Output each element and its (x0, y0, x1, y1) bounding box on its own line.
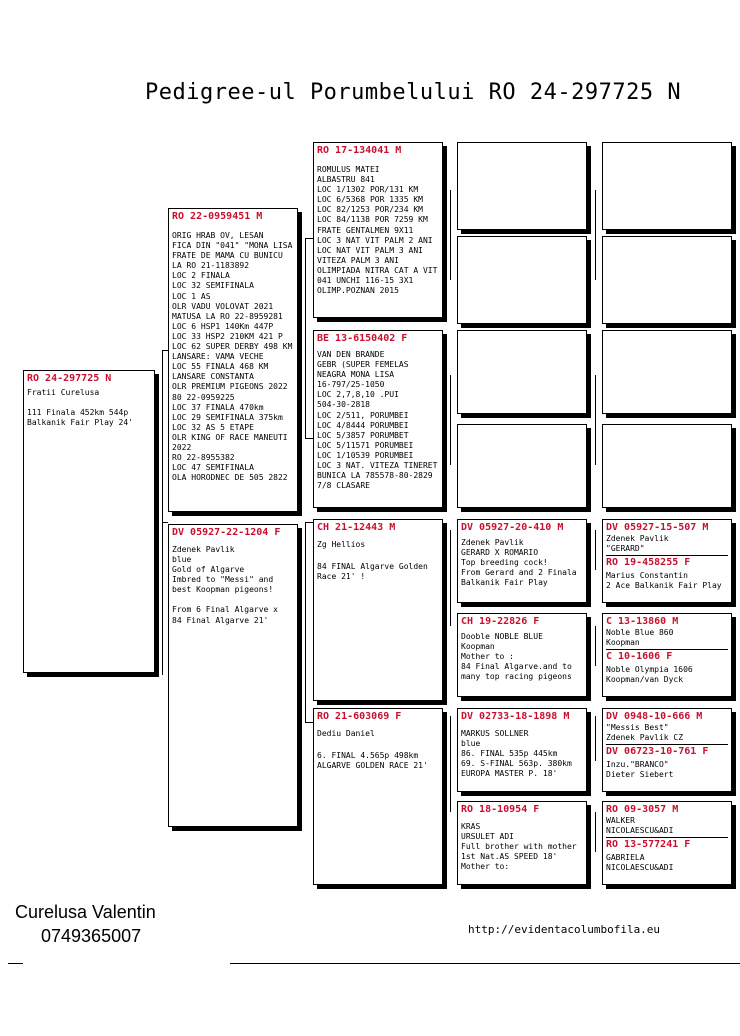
pigeon-card-empty (602, 142, 732, 230)
pigeon-notes: WALKER NICOLAESCU&ADI (606, 816, 674, 836)
breeder-name: Curelusa Valentin (15, 902, 156, 922)
ring-number: RO 09-3057 M (606, 804, 679, 815)
ring-number: C 10-1606 F (606, 651, 673, 663)
pigeon-results: 6. FINAL 4.565p 498km ALGARVE GOLDEN RACE 21' (317, 751, 428, 771)
pigeon-notes: Zdenek Pavlik blue Gold of Algarve Imbred to "Messi" and best Koopman pigeons! (172, 545, 274, 595)
ring-number: DV 06723-10-761 F (606, 746, 709, 758)
pigeon-notes: VAN DEN BRANDE GEBR (SUPER FEMELAS NEAGRA MONA LISA 16-797/25-1050 LOC 2,7,8,10 .PUI 504-30-2818 LOC 2/511, PORUMBEI LOC 4/8444 PORUMBEI LOC 5/3857 PORUMBET LOC 5/11571 PORUMBEI LOC 1/10539 PORUMBEI LOC 3 NAT. VITEZA TINERET BUNICA LA 785578-80-2829 7/8 CLASARE (317, 350, 438, 491)
connector (595, 530, 596, 570)
pigeon-card-empty (457, 330, 587, 414)
pigeon-card-empty (457, 424, 587, 508)
ring-number: DV 05927-20-410 M (461, 522, 564, 533)
ring-number: RO 19-458255 F (606, 557, 691, 569)
pigeon-notes: ROMULUS MATEI ALBASTRU 841 LOC 1/1302 POR/131 KM LOC 6/5368 POR 1335 KM LOC 82/1253 POR/234 KM LOC 84/1138 POR 7259 KM FRATE GENTALMEN 9X11 LOC 3 NAT VIT PALM 2 ANI LOC NAT VIT PALM 3 ANI VITEZA PALM 3 ANI OLIMPIADA NITRA CAT A VIT 041 UNCHI 116-15 3X1 OLIMP.POZNAN 2015 (317, 165, 438, 296)
pigeon-card-empty (602, 424, 732, 508)
ring-number: DV 05927-15-507 M (606, 522, 709, 533)
ring-number: CH 21-12443 M (317, 522, 396, 533)
pigeon-notes: ORIG HRAB OV, LESAN FICA DIN "041" "MONA LISA FRATE DE MAMA CU BUNICU LA RO 21-1183892 LOC 2 FINALA LOC 32 SEMIFINALA LOC 1 AS OLR VADU VOLOVAT 2021 MATUSA LA RO 22-8959281 LOC 6 HSP1 140Km 447P LOC 33 HSP2 210KM 421 P LOC 62 SUPER DERBY 498 KM LANSARE: VAMA VECHE LOC 55 FINALA 468 KM LANSARE CONSTANTA OLR PREMIUM PIGEONS 2022 80 22-0959225 LOC 37 FINALA 470km LOC 29 SEMIFINALA 375km LOC 32 AS 5 ETAPE OLR KING OF RACE MANEUTI 2022 RO 22-8955382 LOC 47 SEMIFINALA OLA HORODNEC DE 505 2822 (172, 231, 293, 483)
ring-number: RO 21-603069 F (317, 711, 402, 722)
pigeon-notes: Noble Olympia 1606 Koopman/van Dyck (606, 665, 693, 685)
ring-number: RO 22-0959451 M (172, 211, 263, 222)
pigeon-notes: "Messis Best" Zdenek Pavlik CZ (606, 723, 684, 743)
connector (595, 375, 596, 465)
connector (450, 530, 451, 626)
pigeon-notes: Zdenek Pavlik GERARD X ROMARIO Top breeding cock! From Gerard and 2 Finala Balkanik Fair Play (461, 538, 577, 588)
owner: Fratii Curelusa (27, 388, 100, 397)
connector (305, 722, 313, 723)
connector (450, 190, 451, 280)
divider (230, 963, 740, 964)
ring-number: BE 13-6150402 F (317, 333, 408, 344)
pigeon-notes: Dediu Daniel (317, 729, 375, 738)
pigeon-card-subject (23, 370, 155, 673)
connector (162, 350, 163, 675)
connector (595, 812, 596, 852)
pigeon-notes: MARKUS SOLLNER blue 86. FINAL 535p 445km 69. S-FINAL 563p. 380km EUROPA MASTER P. 18' (461, 729, 572, 779)
connector (305, 522, 313, 523)
pigeon-card-dam (168, 524, 298, 827)
pigeon-notes: Zg Hellios (317, 540, 366, 549)
pigeon-card-pair (602, 708, 732, 792)
connector (305, 238, 306, 438)
pigeon-card-sire (168, 208, 298, 512)
pigeon-results: 84 FINAL Algarve Golden Race 21' ! (317, 562, 428, 582)
pigeon-notes: GABRIELA NICOLAESCU&ADI (606, 853, 674, 873)
pigeon-notes: Noble Blue 860 Koopman (606, 628, 674, 648)
pigeon-card-dam-dam (313, 708, 443, 885)
pigeon-card-dss (457, 519, 587, 603)
ring-number: CH 19-22826 F (461, 616, 540, 627)
breeder-phone: 0749365007 (41, 926, 142, 946)
ring-number: C 13-13860 M (606, 616, 679, 627)
connector (450, 716, 451, 812)
pigeon-notes: Inzu."BRANCO" Dieter Siebert (606, 760, 674, 780)
breeder-contact (15, 900, 156, 948)
pigeon-card-pair (602, 613, 732, 697)
ring-number: DV 0948-10-666 M (606, 711, 703, 722)
pigeon-notes: Marius Constantin 2 Ace Balkanik Fair Play (606, 571, 722, 591)
ring-number: RO 17-134041 M (317, 145, 402, 156)
ring-number: DV 05927-22-1204 F (172, 527, 281, 538)
connector (305, 238, 313, 239)
website-link[interactable]: http://evidentacolumbofila.eu (468, 923, 661, 936)
pigeon-card-pair (602, 801, 732, 885)
result: 111 Finala 452km 544p (27, 408, 129, 418)
pigeon-notes: Zdenek Pavlik "GERARD" (606, 534, 669, 554)
connector (162, 522, 168, 523)
ring-number: RO 13-577241 F (606, 839, 691, 851)
page-title: Pedigree-ul Porumbelului RO 24-297725 N (145, 80, 682, 105)
ring-number: DV 02733-18-1898 M (461, 711, 570, 722)
connector (595, 626, 596, 666)
connector (595, 716, 596, 761)
pigeon-card-dds (457, 708, 587, 792)
pigeon-card-empty (457, 142, 587, 230)
pigeon-card-dsd (457, 613, 587, 697)
connector (305, 522, 306, 722)
pigeon-card-empty (602, 236, 732, 324)
pigeon-notes: Dooble NOBLE BLUE Koopman Mother to : 84 Final Algarve.and to many top racing pigeons (461, 632, 572, 682)
pigeon-results: From 6 Final Algarve x 84 Final Algarve 21' (172, 605, 278, 625)
connector (305, 438, 313, 439)
pigeon-card-ddd (457, 801, 587, 885)
ring-number: RO 18-10954 F (461, 804, 540, 815)
result: Balkanik Fair Play 24' (27, 418, 133, 428)
pigeon-card-empty (602, 330, 732, 414)
pigeon-card-empty (457, 236, 587, 324)
pigeon-notes: KRAS URSULET ADI Full brother with mother 1st Nat.AS SPEED 18' Mother to: (461, 822, 577, 872)
pigeon-card-sire-dam (313, 330, 443, 508)
pigeon-card-dam-sire (313, 519, 443, 701)
connector (595, 190, 596, 280)
ring-number: RO 24-297725 N (27, 373, 112, 384)
pigeon-card-sire-sire (313, 142, 443, 318)
pigeon-card-pair (602, 519, 732, 603)
connector (450, 375, 451, 465)
divider (8, 963, 23, 964)
